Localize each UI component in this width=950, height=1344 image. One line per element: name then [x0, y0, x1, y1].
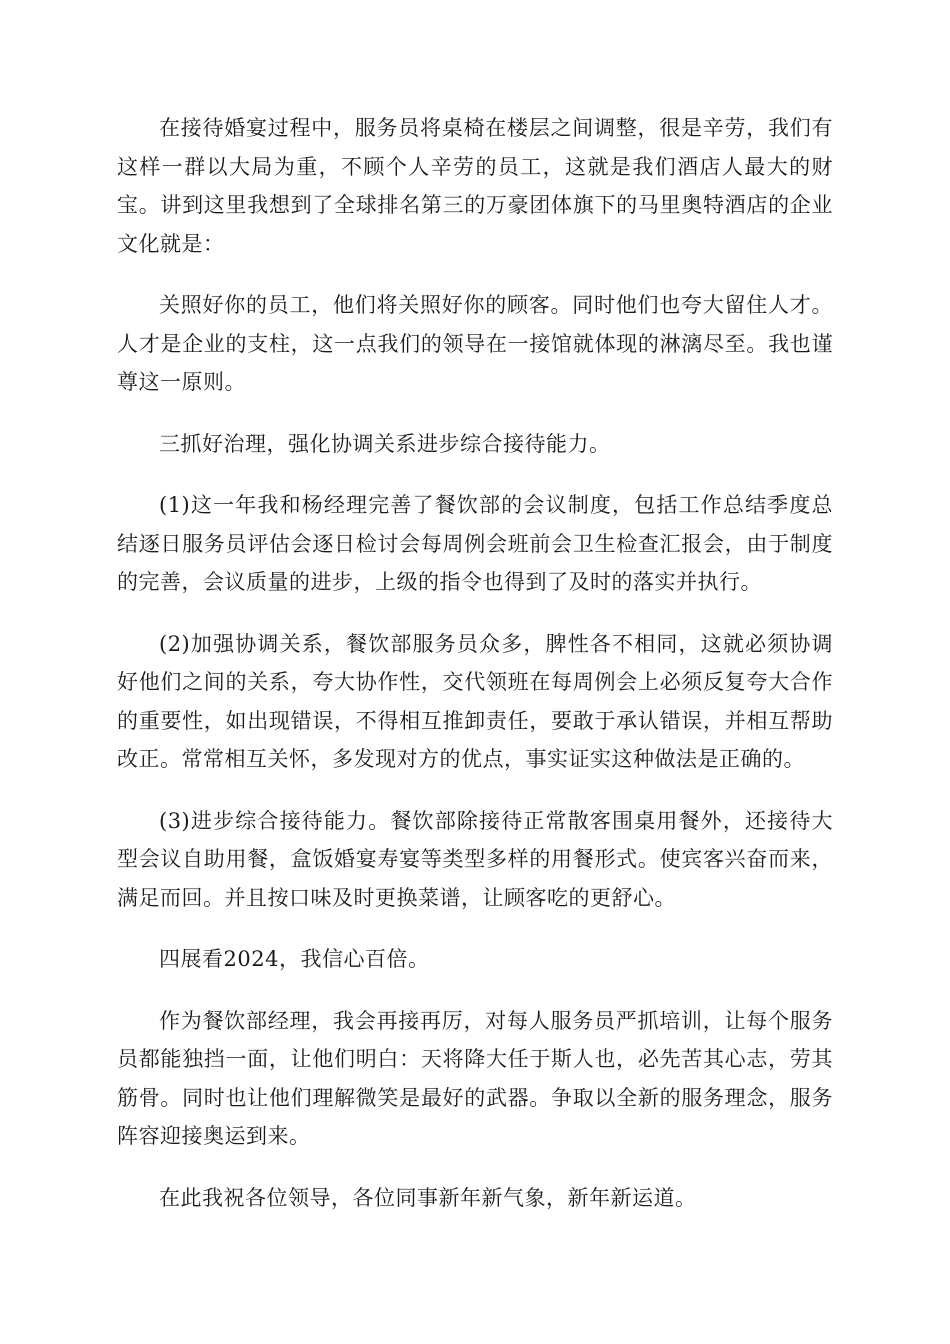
paragraph-item-3-reception: (3)进步综合接待能力。餐饮部除接待正常散客围桌用餐外，还接待大型会议自助用餐，盒饭婚宴寿宴等类型多样的用餐形式。使宾客兴奋而来，满足而回。并且按口味及时更换菜谱，让顾客吃的更舒心。 [117, 808, 833, 910]
paragraph-item-1-meetings: (1)这一年我和杨经理完善了餐饮部的会议制度，包括工作总结季度总结逐日服务员评估会逐日检讨会每周例会班前会卫生检查汇报会，由于制度的完善，会议质量的进步，上级的指令也得到了及时的落实并执行。 [117, 493, 833, 594]
section-heading-management: 三抓好治理，强化协调关系进步综合接待能力。 [159, 431, 611, 456]
paragraph-item-2-coordination: (2)加强协调关系，餐饮部服务员众多，脾性各不相同，这就必须协调好他们之间的关系，夸大协作性，交代领班在每周例会上必须反复夸大合作的重要性，如出现错误，不得相互推卸责任，要敢于承认错误，并相互帮助改正。常常相互关怀，多发现对方的优点，事实证实这种做法是正确的。 [117, 631, 833, 771]
paragraph-manager-plan: 作为餐饮部经理，我会再接再厉，对每人服务员严抓培训，让每个服务员都能独挡一面，让他们明白：天将降大任于斯人也，必先苦其心志，劳其筋骨。同时也让他们理解微笑是最好的武器。争取以全新的服务理念，服务阵容迎接奥运到来。 [117, 1008, 833, 1148]
paragraph-closing-wishes: 在此我祝各位领导，各位同事新年新气象，新年新运道。 [159, 1185, 697, 1210]
paragraph-wedding-service: 在接待婚宴过程中，服务员将桌椅在楼层之间调整，很是辛劳，我们有这样一群以大局为重，不顾个人辛劳的员工，这就是我们酒店人最大的财宝。讲到这里我想到了全球排名第三的万豪团体旗下的马里奥特酒店的企业文化就是： [117, 116, 833, 256]
document-page [117, 109, 833, 1240]
section-heading-outlook: 四展看2024，我信心百倍。 [159, 947, 430, 971]
paragraph-care-for-staff: 关照好你的员工，他们将关照好你的顾客。同时他们也夸大留住人才。人才是企业的支柱，这一点我们的领导在一接馆就体现的淋漓尽至。我也谨尊这一原则。 [117, 293, 833, 394]
